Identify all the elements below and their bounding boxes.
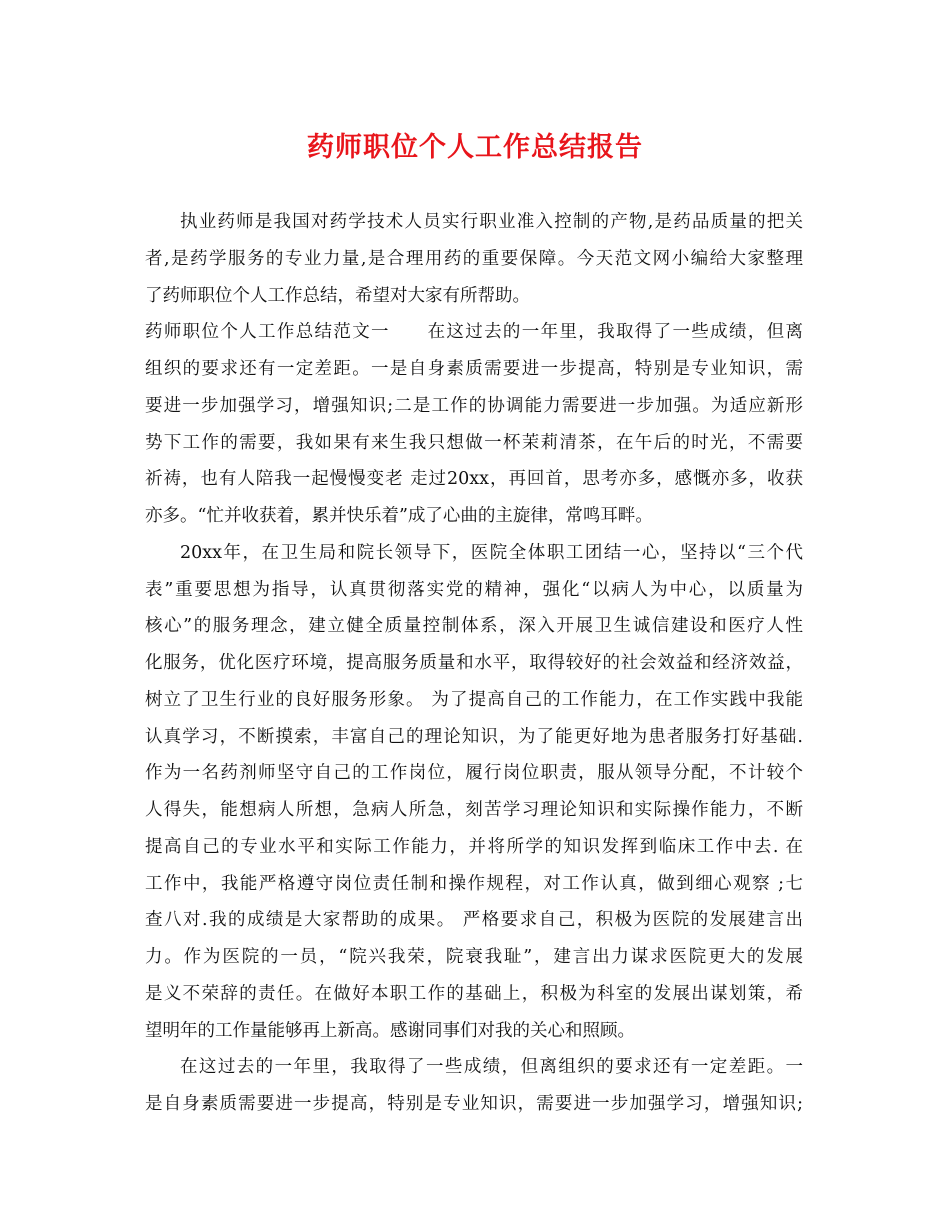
- text-line: 力。作为医院的一员，“院兴我荣，院衰我耻”，建言出力谋求医院更大的发展: [145, 947, 803, 967]
- text-line: 作为一名药剂师坚守自己的工作岗位，履行岗位职责，服从领导分配，不计较个: [145, 763, 803, 784]
- text-line: 药师职位个人工作总结范文一 在这过去的一年里，我取得了一些成绩，但离: [145, 322, 803, 343]
- text-line: 查八对.我的成绩是大家帮助的成果。 严格要求自己，积极为医院的发展建言出: [145, 910, 803, 931]
- text-line: 核心”的服务理念，建立健全质量控制体系，深入开展卫生诚信建设和医疗人性: [145, 616, 803, 637]
- text-line: 20xx年，在卫生局和院长领导下，医院全体职工团结一心，坚持以“三个代: [180, 542, 803, 563]
- text-line: 是义不荣辞的责任。在做好本职工作的基础上，积极为科室的发展出谋划策，希: [145, 983, 803, 1004]
- text-line: 望明年的工作量能够再上新高。感谢同事们对我的关心和照顾。: [145, 1020, 635, 1041]
- text-line: 工作中，我能严格遵守岗位责任制和操作规程，对工作认真，做到细心观察 ;七: [145, 873, 803, 894]
- text-line: 人得失，能想病人所想，急病人所急，刻苦学习理论知识和实际操作能力，不断: [145, 800, 803, 820]
- text-line: 组织的要求还有一定差距。一是自身素质需要进一步提高，特别是专业知识，需: [145, 359, 803, 379]
- text-line: 提高自己的专业水平和实际工作能力，并将所学的知识发挥到临床工作中去. 在: [145, 836, 803, 857]
- document-body: [145, 204, 803, 1123]
- text-line: 者,是药学服务的专业力量,是合理用药的重要保障。今天范文网小编给大家整理: [145, 248, 803, 269]
- text-line: 是自身素质需要进一步提高，特别是专业知识，需要进一步加强学习，增强知识;: [145, 1094, 803, 1114]
- text-line: 祈祷，也有人陪我一起慢慢变老 走过20xx，再回首，思考亦多，感慨亦多，收获: [145, 469, 803, 490]
- text-line: 要进一步加强学习，增强知识;二是工作的协调能力需要进一步加强。为适应新形: [145, 395, 803, 416]
- text-line: 执业药师是我国对药学技术人员实行职业准入控制的产物,是药品质量的把关: [180, 212, 803, 232]
- text-line: 了药师职位个人工作总结，希望对大家有所帮助。: [145, 285, 530, 306]
- text-line: 认真学习，不断摸索，丰富自己的理论知识，为了能更好地为患者服务打好基础.: [145, 726, 803, 747]
- text-line: 亦多。“忙并收获着，累并快乐着”成了心曲的主旋律，常鸣耳畔。: [145, 506, 653, 526]
- text-line: 势下工作的需要，我如果有来生我只想做一杯茉莉清茶，在午后的时光，不需要: [145, 432, 803, 453]
- document-title: 药师职位个人工作总结报告: [307, 132, 643, 163]
- text-line: 树立了卫生行业的良好服务形象。 为了提高自己的工作能力，在工作实践中我能: [145, 689, 803, 710]
- text-line: 在这过去的一年里，我取得了一些成绩，但离组织的要求还有一定差距。一: [180, 1057, 803, 1078]
- text-line: 表”重要思想为指导，认真贯彻落实党的精神，强化“以病人为中心，以质量为: [145, 579, 803, 600]
- text-line: 化服务，优化医疗环境，提高服务质量和水平，取得较好的社会效益和经济效益，: [145, 653, 803, 673]
